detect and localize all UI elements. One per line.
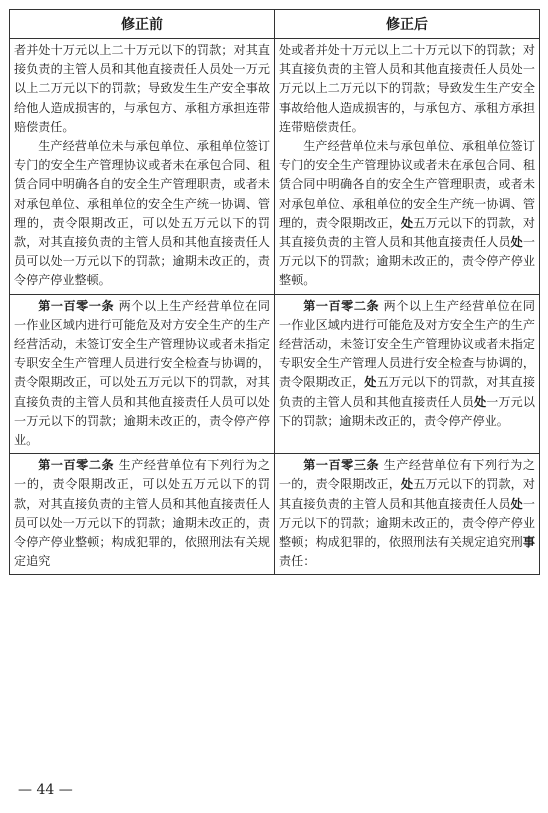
- table-row: [10, 39, 540, 295]
- cell-before-3: [10, 454, 275, 575]
- text-span: 五万元以下的罚款，对其直接负责的主管人员和其他直接责任人员: [279, 477, 535, 511]
- revised-word: 处: [364, 375, 377, 390]
- paragraph: [14, 297, 270, 451]
- article-number: 第一百零三条: [303, 458, 380, 473]
- text-span: 一万元以下的罚款；逾期未改正的，责令停产停业。: [279, 394, 535, 428]
- text-span: 两个以上生产经营单位在同一作业区域内进行可能危及对方安全生产的生产经营活动，未签订安全生产管理协议或者未指定专职安全生产管理人员进行安全检查与协调的，责令限期改正，可以处五万元以下的罚款，对其直接负责的主管人员和其他直接责任人员可以处一万元以下的罚款；逾期未改正的，责令停产停业。: [14, 298, 270, 448]
- table-row: [10, 454, 540, 575]
- revised-word: 处: [474, 394, 487, 409]
- text-span: 一万元以下的罚款；逾期未改正的，责令停产停业整顿；构成犯罪的，依照刑法有关规定追究刑: [279, 496, 535, 550]
- paragraph: [279, 137, 535, 291]
- cell-after-3: [275, 454, 540, 575]
- paragraph: [279, 297, 535, 431]
- text-span: 生产经营单位有下列行为之一的，责令限期改正，可以处五万元以下的罚款，对其直接负责的主管人员和其他直接责任人员可以处一万元以下的罚款；逾期未改正的，责令停产停业整顿；构成犯罪的，依照刑法有关规定追究: [14, 458, 270, 569]
- revised-word: 事: [522, 535, 535, 550]
- text-span: 五万元以下的罚款，对其直接负责的主管人员和其他直接责任人员: [279, 375, 535, 409]
- article-number: 第一百零二条: [303, 298, 380, 313]
- article-number: 第一百零一条: [38, 298, 115, 313]
- cell-after-1: [275, 39, 540, 295]
- text-span: 五万元以下的罚款，对其直接负责的主管人员和其他直接责任人员: [279, 215, 535, 250]
- cell-before-1: [10, 39, 275, 295]
- paragraph: [279, 456, 535, 571]
- revised-word: 处: [510, 235, 523, 250]
- revised-word: 处: [400, 477, 414, 492]
- text-span: 两个以上生产经营单位在同一作业区域内进行可能危及对方安全生产的生产经营活动，未签订安全生产管理协议或者未指定专职安全生产管理人员进行安全检查与协调的，责令限期改正，: [279, 298, 535, 390]
- paragraph: [14, 456, 270, 571]
- header-after: 修正后: [275, 10, 540, 39]
- article-number: 第一百零二条: [38, 458, 115, 473]
- paragraph: 处或者并处十万元以上二十万元以下的罚款；对其直接负责的主管人员和其他直接责任人员处一万元以上二万元以下的罚款；导致发生生产安全事故给他人造成损害的，与承包方、承租方承担连带赔偿责任。: [279, 43, 535, 134]
- text-span: 责任：: [279, 554, 316, 569]
- table-row: [10, 294, 540, 454]
- table-header-row: [10, 10, 540, 39]
- text-span: 一万元以下的罚款；逾期未改正的，责令停产停业整顿。: [279, 235, 535, 288]
- paragraph: 生产经营单位未与承包单位、承租单位签订专门的安全生产管理协议或者未在承包合同、租赁合同中明确各自的安全生产管理职责，或者未对承包单位、承租单位的安全生产统一协调、管理的，责令限期改正，可以处五万元以下的罚款，对其直接负责的主管人员和其他直接责任人员可以处一万元以下的罚款；逾期未改正的，责令停产停业整顿。: [14, 139, 270, 288]
- page-number: — 44 —: [18, 782, 73, 798]
- header-before: 修正前: [10, 10, 275, 39]
- text-span: 生产经营单位未与承包单位、承租单位签订专门的安全生产管理协议或者未在承包合同、租赁合同中明确各自的安全生产管理职责，或者未对承包单位、承租单位的安全生产统一协调、管理的，责令限期改正，: [279, 139, 535, 230]
- text-span: 生产经营单位有下列行为之一的，责令限期改正，: [279, 458, 535, 492]
- cell-after-2: [275, 294, 540, 454]
- cell-before-2: [10, 294, 275, 454]
- revised-word: 处: [400, 215, 414, 230]
- comparison-table: [9, 9, 540, 575]
- paragraph: 者并处十万元以上二十万元以下的罚款；对其直接负责的主管人员和其他直接责任人员处一万元以上二万元以下的罚款；导致发生生产安全事故给他人造成损害的，与承包方、承租方承担连带赔偿责任。: [14, 43, 270, 134]
- revised-word: 处: [510, 496, 523, 511]
